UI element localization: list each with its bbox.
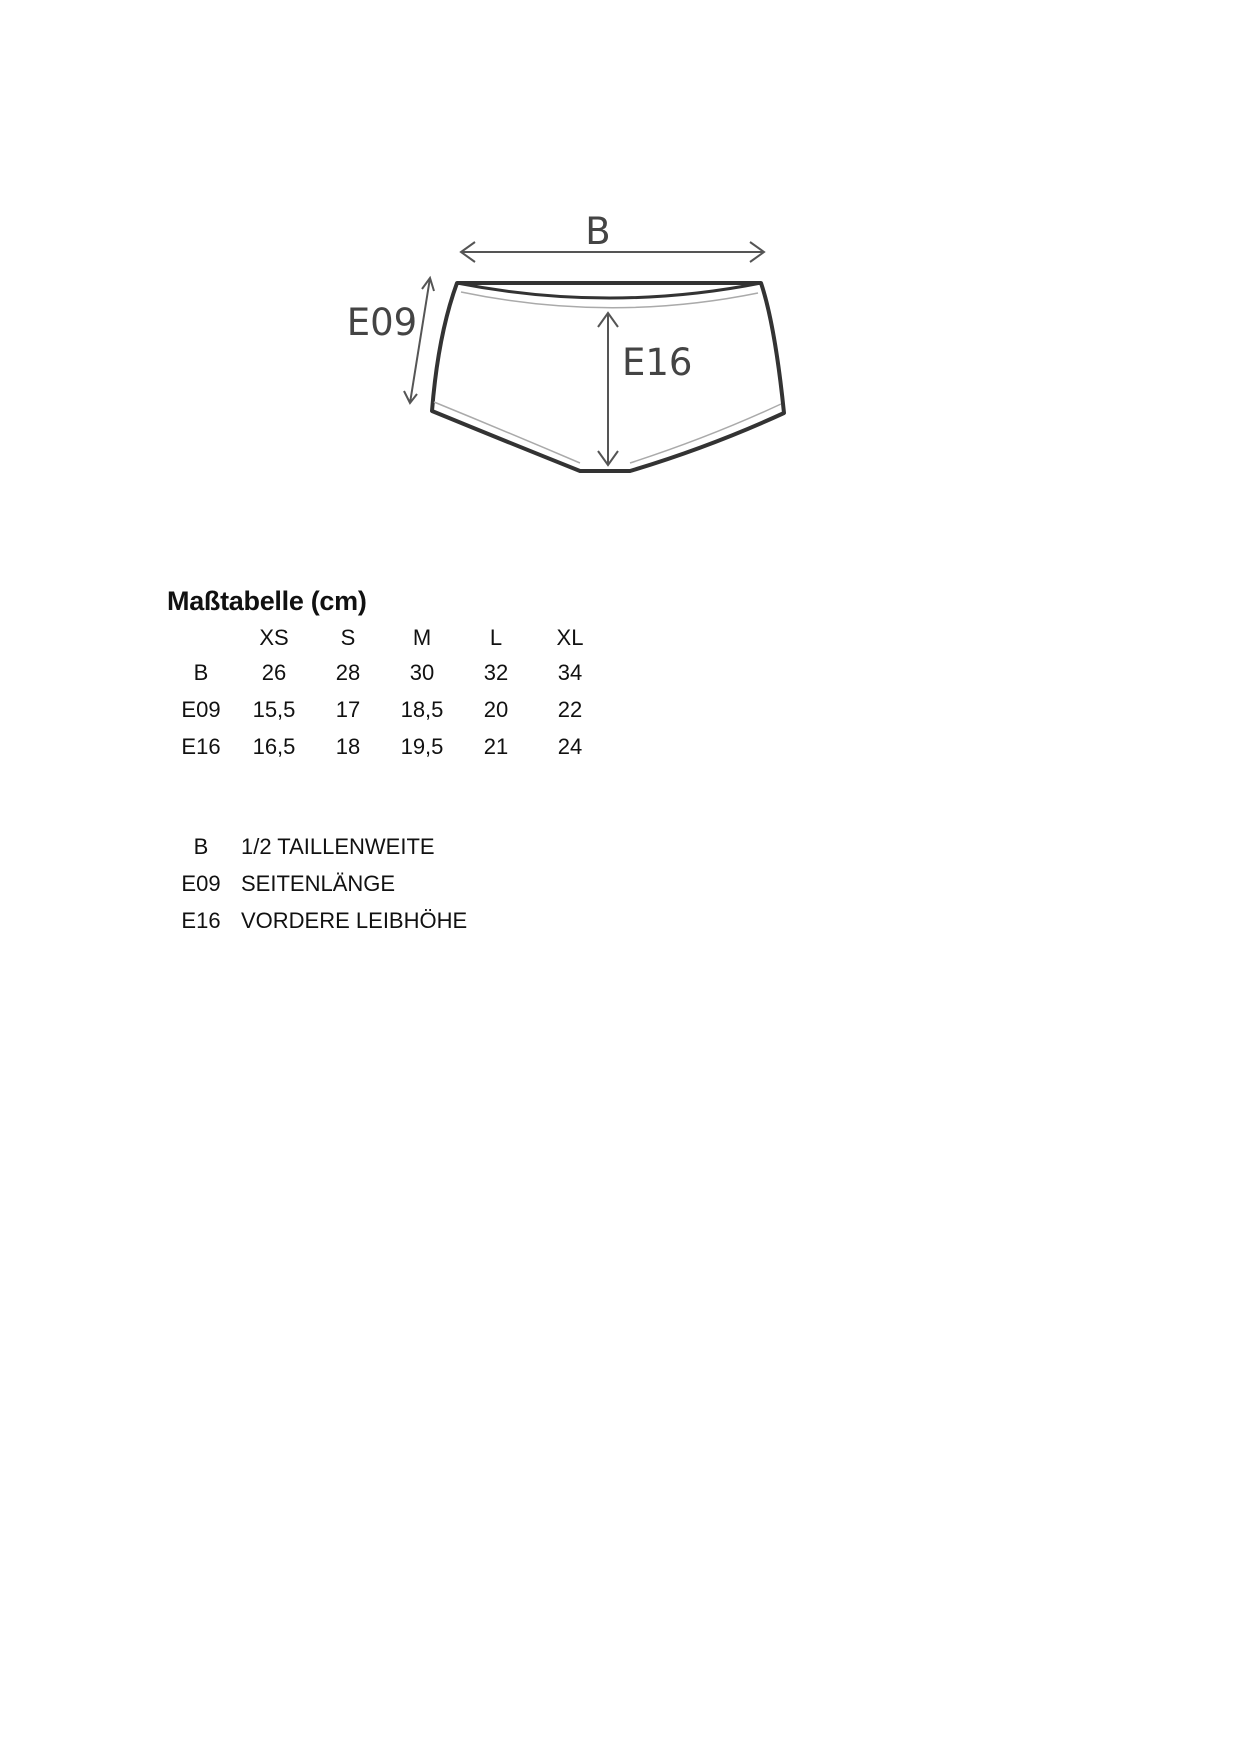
front-arrow: [598, 313, 618, 465]
legend-description: VORDERE LEIBHÖHE: [241, 907, 468, 933]
size-header: S: [340, 624, 356, 650]
table-row: [165, 654, 607, 691]
table-cell: 16,5: [252, 733, 296, 759]
size-header-row: [165, 621, 607, 654]
table-cell: 28: [335, 659, 361, 685]
table-cell: 18: [335, 733, 361, 759]
table-cell: 26: [261, 659, 287, 685]
size-header: XL: [556, 624, 584, 650]
legend-row: [165, 865, 467, 902]
briefs-measurement-drawing: [330, 195, 810, 485]
table-cell: 24: [557, 733, 583, 759]
table-row: [165, 691, 607, 728]
table-cell: 22: [557, 696, 583, 722]
width-arrow: [461, 242, 764, 262]
size-header: L: [489, 624, 503, 650]
table-cell: 15,5: [252, 696, 296, 722]
width-label: B: [585, 210, 611, 253]
size-table-title: Maßtabelle (cm): [167, 586, 367, 616]
legend-description: SEITENLÄNGE: [241, 870, 396, 896]
measurement-legend: [165, 828, 467, 939]
row-label: B: [193, 659, 209, 685]
table-cell: 18,5: [400, 696, 444, 722]
size-table: [165, 621, 607, 765]
table-cell: 21: [483, 733, 509, 759]
size-header: M: [412, 624, 432, 650]
size-header: XS: [259, 624, 289, 650]
table-cell: 17: [335, 696, 361, 722]
row-label: E16: [181, 733, 221, 759]
legend-description: 1/2 TAILLENWEITE: [241, 833, 435, 859]
legend-row: [165, 828, 467, 865]
side-label: E09: [346, 301, 418, 344]
legend-code: E09: [181, 870, 221, 896]
table-cell: 20: [483, 696, 509, 722]
legend-code: B: [193, 833, 209, 859]
legend-row: [165, 902, 467, 939]
row-label: E09: [181, 696, 221, 722]
garment-diagram: [330, 195, 810, 485]
table-cell: 34: [557, 659, 583, 685]
table-cell: 30: [409, 659, 435, 685]
legend-code: E16: [181, 907, 221, 933]
table-cell: 32: [483, 659, 509, 685]
corner-cell: [165, 621, 237, 654]
front-label: E16: [622, 341, 693, 384]
table-row: [165, 728, 607, 765]
table-cell: 19,5: [400, 733, 444, 759]
